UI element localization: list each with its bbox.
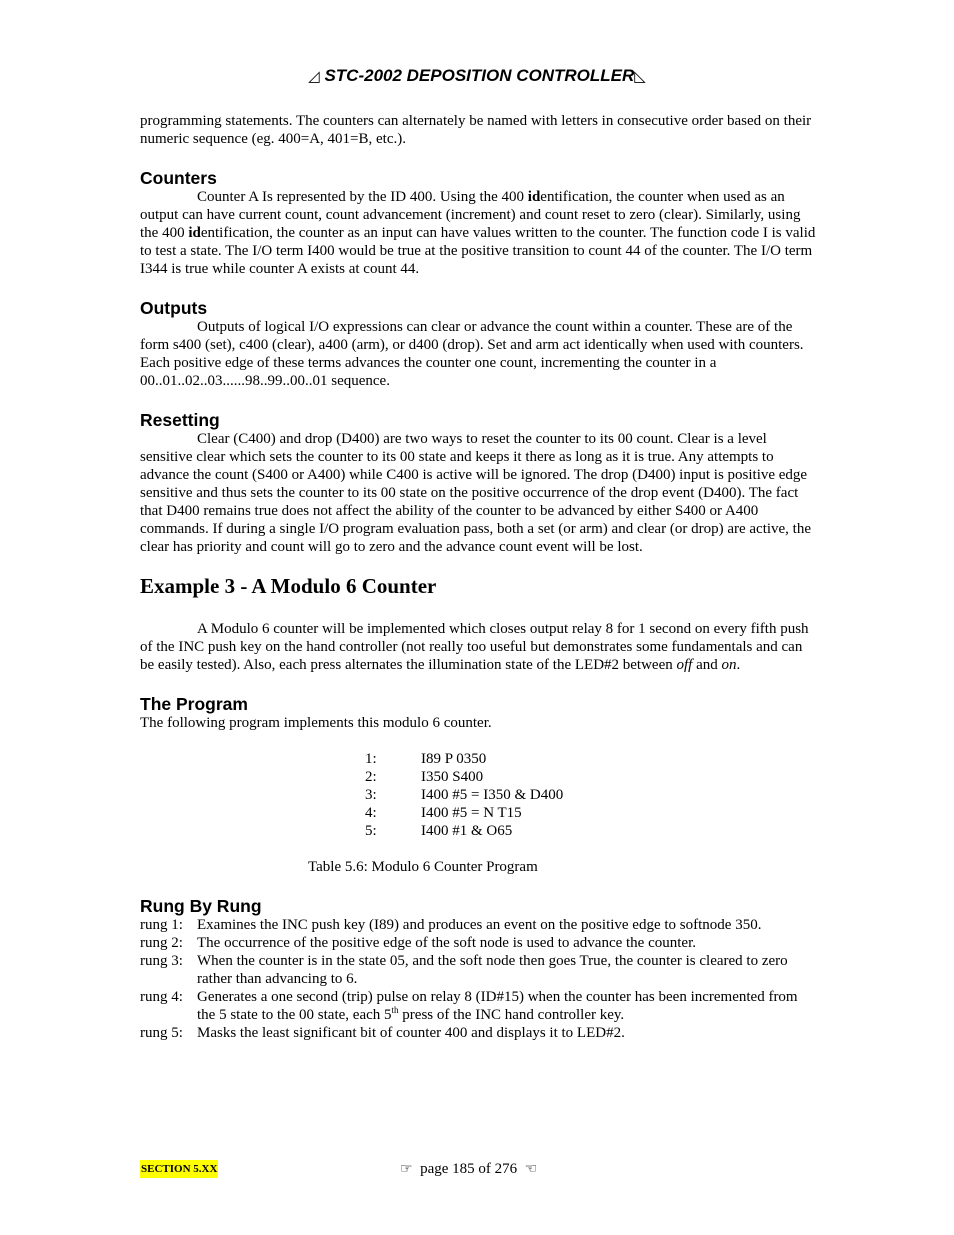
rung-item: rung 2: The occurrence of the positive edge of the soft node is used to advance the counter. <box>140 935 696 951</box>
rung-item: rung 3: When the counter is in the state 05, and the soft node then goes True, the counter is cleared to zero rather than advancing to 6. <box>140 953 788 987</box>
counters-heading: Counters <box>140 168 217 188</box>
resetting-paragraph: Clear (C400) and drop (D400) are two ways to reset the counter to its 00 count. Clear is a level sensitive clear which sets the counter to its 00 state and keeps it there as long as it is true. Any attempts to advance the count (S400 or A400) while C400 is active will be ignored. The drop (D400) input is positive edge sensitive and thus sets the counter to its 00 state on the positive occurrence of the drop event (D400). The fact that D400 remains true does not affect the ability of the counter to be advanced by either S400 or A400 commands. If during a single I/O program evaluation pass, both a set (or arm) and clear (or drop) are active, the clear has priority and count will go to zero and the advance count event will be lost. <box>140 431 812 555</box>
program-line: 4: I400 #5 = N T15 <box>365 805 522 821</box>
program-line: 2: I350 S400 <box>365 769 484 785</box>
right-decoration-icon: ◺ <box>634 68 646 85</box>
page-number: ☞ page 185 of 276 ☜ <box>400 1161 538 1177</box>
program-intro: The following program implements this modulo 6 counter. <box>140 715 492 731</box>
section-tag: SECTION 5.XX <box>140 1160 218 1178</box>
program-line: 5: I400 #1 & O65 <box>365 823 513 839</box>
program-listing <box>365 750 816 840</box>
pointing-right-hand-icon: ☞ <box>400 1161 413 1177</box>
table-caption: Table 5.6: Modulo 6 Counter Program <box>308 859 538 875</box>
outputs-heading: Outputs <box>140 298 208 318</box>
resetting-heading: Resetting <box>140 410 220 430</box>
program-line: 1: I89 P 0350 <box>365 751 487 767</box>
rung-item: rung 1: Examines the INC push key (I89) and produces an event on the positive edge to softnode 350. <box>140 917 762 933</box>
example-heading: Example 3 - A Modulo 6 Counter <box>140 574 437 598</box>
page-header <box>0 66 954 86</box>
example-paragraph: A Modulo 6 counter will be implemented which closes output relay 8 for 1 second on every fifth push of the INC push key on the hand controller (not really too useful but demonstrates some fundamentals and can be easily tested). Also, each press alternates the illumination state of the LED#2 between off and on. <box>140 621 809 673</box>
rungs-heading: Rung By Rung <box>140 896 262 916</box>
page-content <box>140 112 816 1042</box>
document-title: STC-2002 DEPOSITION CONTROLLER <box>324 66 635 85</box>
intro-paragraph: programming statements. The counters can alternately be named with letters in consecutive order based on their numeric sequence (eg. 400=A, 401=B, etc.). <box>140 113 812 147</box>
left-decoration-icon: ◿ <box>308 68 320 85</box>
program-line: 3: I400 #5 = I350 & D400 <box>365 787 564 803</box>
rung-item: rung 4: Generates a one second (trip) pulse on relay 8 (ID#15) when the counter has been incremented from the 5 state to the 00 state, each 5th press of the INC hand controller key. <box>140 989 798 1023</box>
pointing-left-hand-icon: ☜ <box>524 1161 538 1177</box>
program-heading: The Program <box>140 694 248 714</box>
outputs-paragraph: Outputs of logical I/O expressions can clear or advance the count within a counter. These are of the form s400 (set), c400 (clear), a400 (arm), or d400 (drop). Set and arm act identically when used with counters. Each positive edge of these terms advances the counter one count, incrementing the counter in a 00..01..02..03......98..99..00..01 sequence. <box>140 319 804 389</box>
page-footer <box>0 1160 954 1180</box>
counters-paragraph: Counter A Is represented by the ID 400. Using the 400 identification, the counter when used as an output can have current count, count advancement (increment) and count reset to zero (clear). Similarly, using the 400 identification, the counter as an input can have values written to the counter. The function code I is valid to test a state. The I/O term I400 would be true at the positive transition to count 44 of the counter. The I/O term I344 is true while counter A exists at count 44. <box>140 189 816 277</box>
rung-item: rung 5: Masks the least significant bit of counter 400 and displays it to LED#2. <box>140 1025 625 1041</box>
